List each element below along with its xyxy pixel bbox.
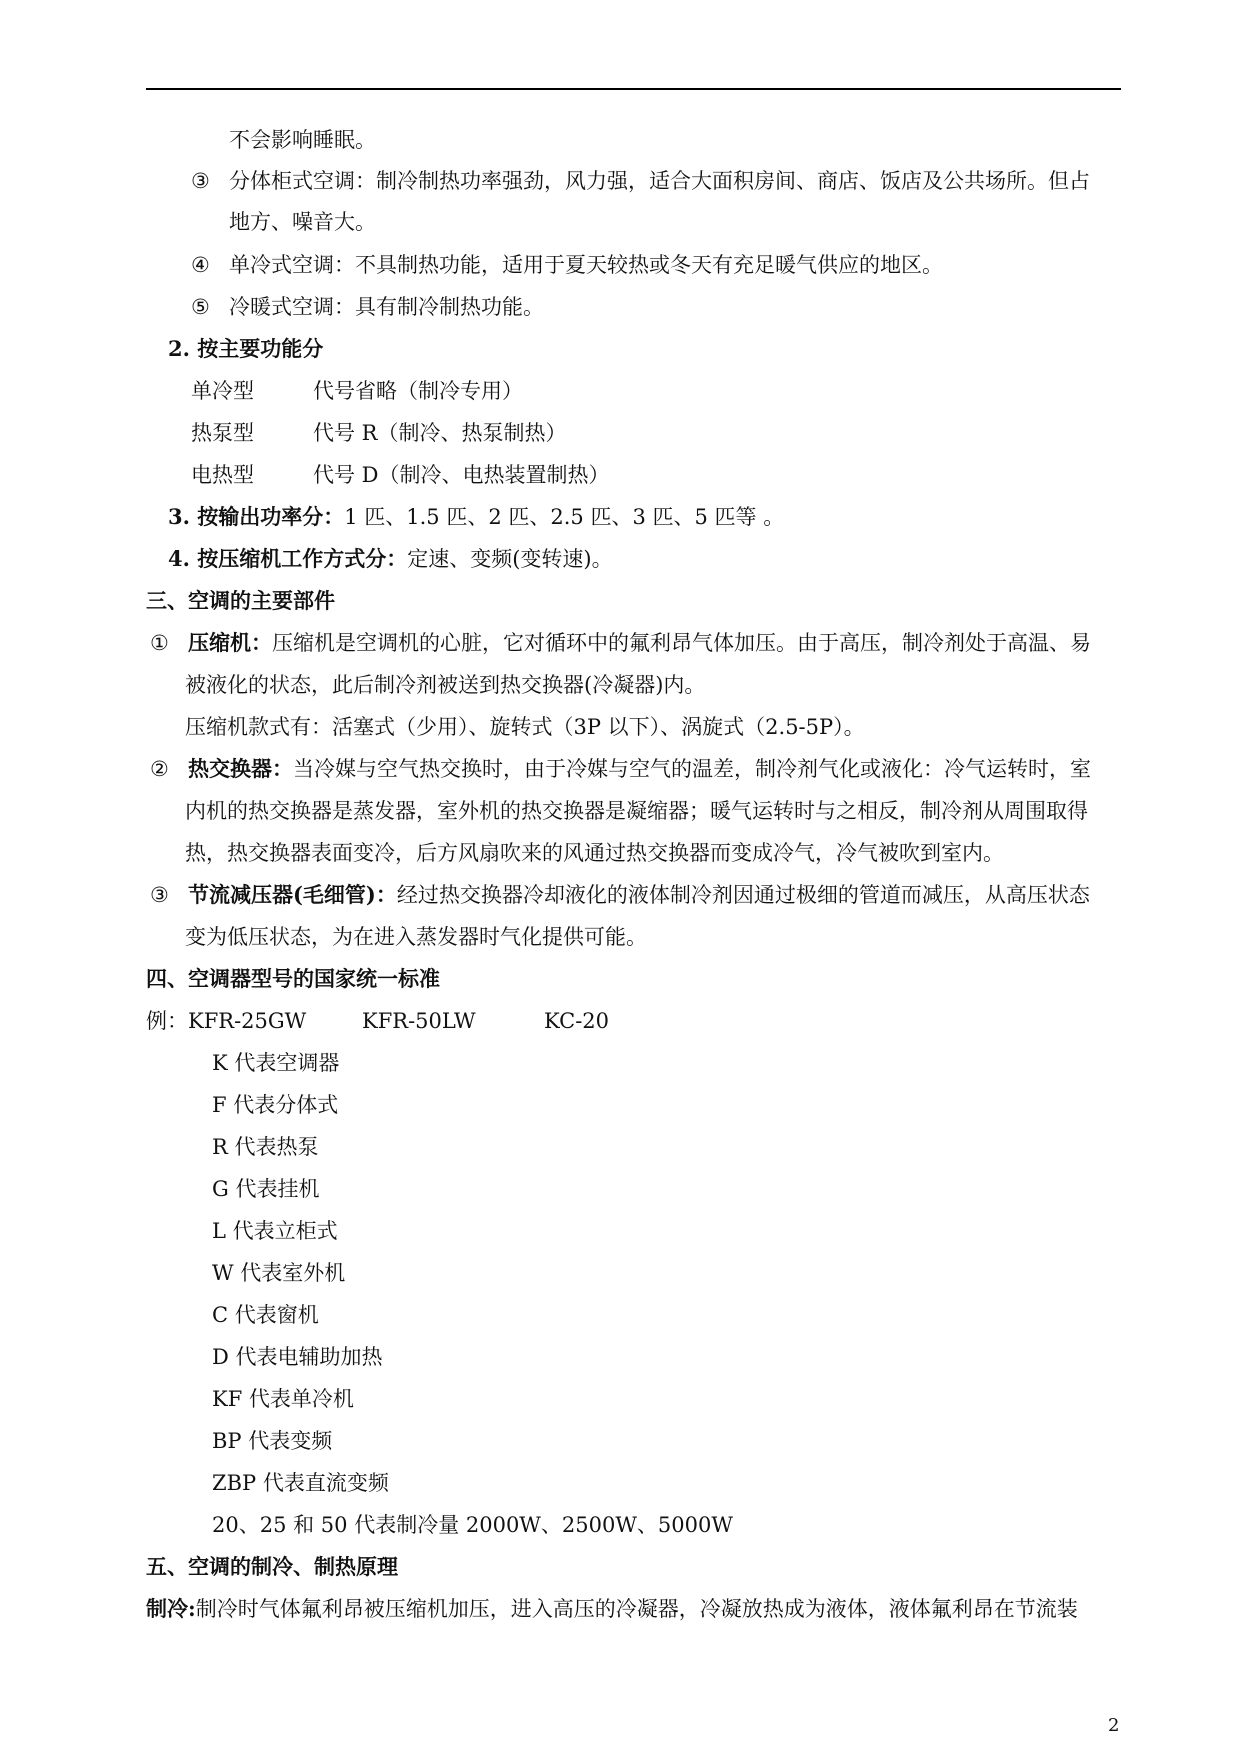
type-code: 代号 R（制冷、热泵制热） [313, 421, 567, 445]
item-text: 压缩机是空调机的心脏，它对循环中的氟利昂气体加压。由于高压，制冷剂处于高温、易 [272, 631, 1091, 655]
text-line: 压缩机款式有：活塞式（少用）、旋转式（3P 以下）、涡旋式（2.5-5P）。 [185, 715, 865, 739]
code-item: L 代表立柜式 [212, 1219, 338, 1243]
example-model: KFR-25GW [188, 1009, 307, 1033]
item-number: ⑤ [191, 295, 210, 319]
item-text: 当冷媒与空气热交换时，由于冷媒与空气的温差，制冷剂气化或液化：冷气运转时，室 [293, 757, 1091, 781]
code-item: ZBP 代表直流变频 [212, 1471, 389, 1495]
list-item [150, 628, 1091, 658]
code-item: F 代表分体式 [212, 1093, 339, 1117]
code-item: G 代表挂机 [212, 1177, 320, 1201]
text-line: 内机的热交换器是蒸发器，室外机的热交换器是凝缩器；暖气运转时与之相反，制冷剂从周围取得 [185, 799, 1088, 823]
item-number: ③ [150, 883, 169, 907]
subsection-heading: 3. 按输出功率分：1 匹、1.5 匹、2 匹、2.5 匹、3 匹、5 匹等 。 [168, 504, 785, 529]
code-item: 20、25 和 50 代表制冷量 2000W、2500W、5000W [212, 1513, 733, 1537]
type-row [191, 376, 791, 406]
type-code: 代号 D（制冷、电热装置制热） [313, 463, 610, 487]
text-line: 热，热交换器表面变冷，后方风扇吹来的风通过热交换器而变成冷气，冷气被吹到室内。 [185, 841, 1004, 865]
type-name: 单冷型 [191, 379, 254, 403]
subsection-heading: 2. 按主要功能分 [168, 336, 324, 361]
list-item [150, 880, 1090, 910]
list-item [150, 754, 1091, 784]
type-code: 代号省略（制冷专用） [313, 379, 523, 403]
type-row [191, 418, 791, 448]
subsection-heading: 4. 按压缩机工作方式分：定速、变频(变转速)。 [168, 546, 613, 571]
paragraph-text: 制冷时气体氟利昂被压缩机加压，进入高压的冷凝器，冷凝放热成为液体，液体氟利昂在节流装 [195, 1597, 1078, 1621]
section-heading: 五、空调的制冷、制热原理 [146, 1554, 398, 1579]
code-item: D 代表电辅助加热 [212, 1345, 383, 1369]
item-number: ④ [191, 253, 210, 277]
paragraph-title: 制冷: [146, 1596, 196, 1621]
list-item [191, 166, 1090, 196]
type-name: 热泵型 [191, 421, 254, 445]
code-item: R 代表热泵 [212, 1135, 319, 1159]
item-title: 压缩机： [188, 630, 272, 655]
item-text: 单冷式空调：不具制热功能，适用于夏天较热或冬天有充足暖气供应的地区。 [229, 253, 943, 277]
item-text: 经过热交换器冷却液化的液体制冷剂因通过极细的管道而减压，从高压状态 [396, 883, 1090, 907]
item-number: ③ [191, 169, 210, 193]
section-heading: 四、空调器型号的国家统一标准 [146, 966, 440, 991]
example-label: 例： [146, 1009, 188, 1033]
header-rule [146, 88, 1121, 90]
list-item [191, 292, 544, 322]
paragraph-line [146, 1594, 1078, 1624]
item-number: ② [150, 757, 169, 781]
code-item: BP 代表变频 [212, 1429, 333, 1453]
code-item: K 代表空调器 [212, 1051, 340, 1075]
code-item: W 代表室外机 [212, 1261, 346, 1285]
item-title: 热交换器： [188, 756, 293, 781]
section-heading: 三、空调的主要部件 [146, 588, 335, 613]
item-title: 节流减压器(毛细管)： [188, 882, 397, 907]
text-line: 被液化的状态，此后制冷剂被送到热交换器(冷凝器)内。 [185, 673, 706, 697]
item-text: 冷暖式空调：具有制冷制热功能。 [229, 295, 544, 319]
list-item [191, 250, 943, 280]
text-line: 地方、噪音大。 [229, 210, 376, 234]
code-item: KF 代表单冷机 [212, 1387, 354, 1411]
page-number: 2 [1108, 1715, 1120, 1736]
example-line [146, 1006, 846, 1036]
example-model: KC-20 [544, 1009, 610, 1033]
item-number: ① [150, 631, 169, 655]
type-name: 电热型 [191, 463, 254, 487]
text-line: 变为低压状态，为在进入蒸发器时气化提供可能。 [185, 925, 647, 949]
code-item: C 代表窗机 [212, 1303, 319, 1327]
type-row [191, 460, 791, 490]
text-line: 不会影响睡眠。 [229, 128, 376, 152]
example-model: KFR-50LW [362, 1009, 476, 1033]
item-text: 分体柜式空调：制冷制热功率强劲，风力强，适合大面积房间、商店、饭店及公共场所。但占 [229, 169, 1090, 193]
